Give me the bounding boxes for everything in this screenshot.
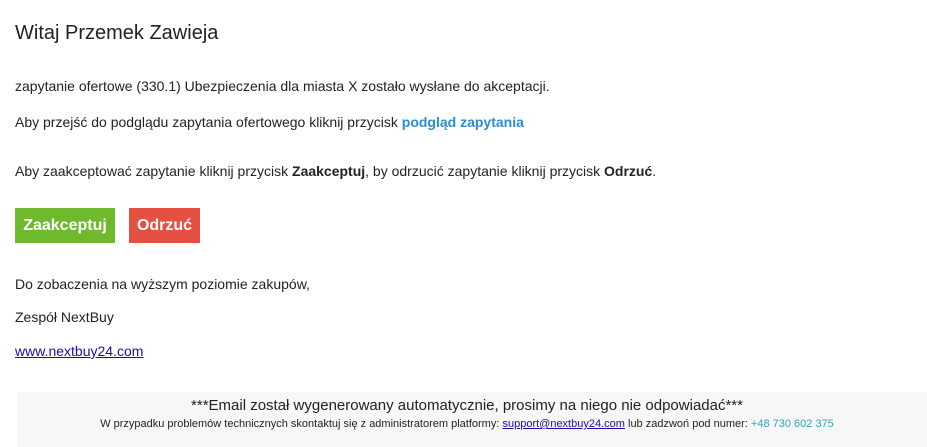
instruction-middle: , by odrzucić zapytanie kliknij przycisk — [365, 163, 605, 179]
signature-text: Zespół NextBuy — [15, 309, 114, 325]
preview-inquiry-link[interactable]: podgląd zapytania — [401, 114, 524, 130]
phone-prefix-text: lub zadzwoń pod numer: — [624, 418, 751, 430]
auto-generated-notice: ***Email został wygenerowany automatycznie, prosimy na niego nie odpowiadać*** — [191, 397, 743, 414]
support-phone-number[interactable]: +48 730 602 375 — [750, 418, 834, 430]
website-link[interactable]: www.nextbuy24.com — [15, 343, 144, 359]
reject-word: Odrzuć — [604, 163, 653, 179]
instruction-prefix: Aby zaakceptować zapytanie kliknij przycisk — [15, 163, 293, 179]
accept-reject-instruction — [15, 163, 656, 180]
preview-instruction — [15, 114, 524, 131]
preview-instruction-text: Aby przejść do podglądu zapytania ofertowego kliknij przycisk — [15, 114, 402, 130]
greeting-heading: Witaj Przemek Zawieja — [15, 22, 219, 44]
closing-text: Do zobaczenia na wyższym poziomie zakupów, — [15, 276, 310, 292]
inquiry-status-text: zapytanie ofertowe (330.1) Ubezpieczenia dla miasta X zostało wysłane do akceptacji. — [15, 78, 550, 94]
website-line — [15, 343, 143, 360]
support-contact-line — [17, 418, 917, 430]
support-prefix-text: W przypadku problemów technicznych skontaktuj się z administratorem platformy: — [100, 418, 503, 430]
instruction-suffix: . — [652, 163, 657, 179]
accept-button[interactable]: Zaakceptuj — [15, 208, 115, 243]
footer — [17, 392, 927, 447]
reject-button[interactable]: Odrzuć — [129, 208, 200, 243]
support-email-link[interactable]: support@nextbuy24.com — [502, 418, 625, 430]
accept-word: Zaakceptuj — [292, 163, 366, 179]
